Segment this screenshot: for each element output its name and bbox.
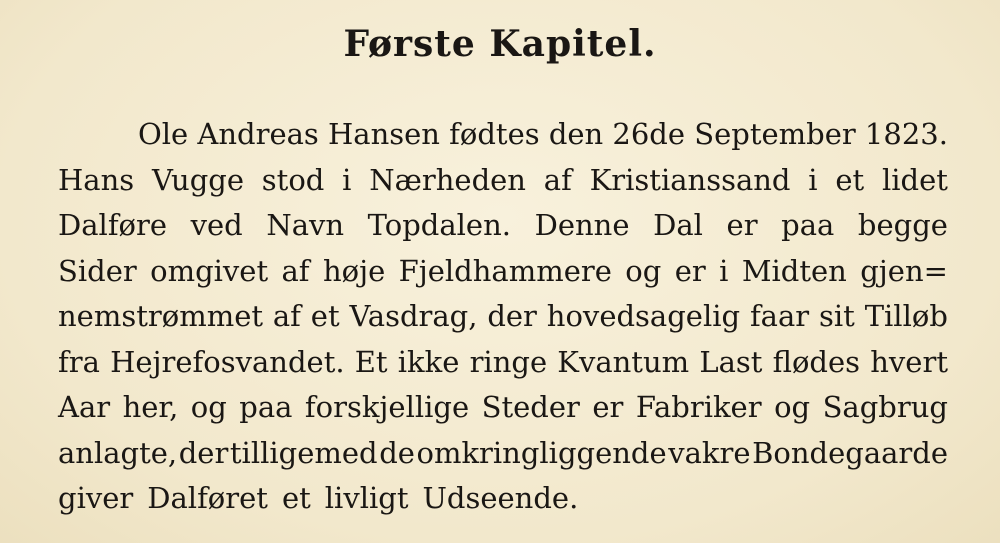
word: der: [178, 435, 229, 470]
word: og: [774, 390, 811, 424]
word: ringe: [469, 344, 548, 379]
word: stod: [261, 162, 325, 197]
word: af: [543, 162, 572, 197]
word: Dalføre: [58, 208, 168, 242]
word: og: [190, 390, 227, 424]
word: er: [674, 253, 706, 288]
word: i: [342, 162, 352, 197]
word: omkringliggende: [416, 435, 667, 470]
word: Dal: [653, 208, 703, 242]
word: 1823.: [864, 117, 948, 151]
word: tilligemed: [229, 435, 378, 470]
word: gjen=: [860, 253, 948, 288]
word: Fabriker: [635, 390, 762, 424]
word: er: [726, 208, 758, 242]
word: nemstrømmet: [58, 299, 264, 333]
word: og: [625, 253, 662, 288]
word: Vugge: [151, 162, 244, 197]
word: Kristianssand: [589, 162, 791, 197]
word: hovedsagelig: [546, 299, 741, 333]
word: Steder: [481, 390, 580, 424]
paragraph-line-8: [58, 431, 948, 477]
paragraph-line-1: [58, 112, 948, 158]
word: Navn: [266, 208, 345, 242]
word: i: [719, 253, 729, 288]
word: begge: [857, 208, 948, 242]
word: Aar: [58, 390, 111, 424]
word: vakre: [668, 435, 751, 470]
word: Ole: [138, 117, 189, 151]
word: paa: [781, 208, 835, 242]
paragraph-line-3: [58, 203, 948, 249]
word: de: [379, 435, 415, 470]
word: i: [808, 162, 818, 197]
word: fødtes: [449, 117, 540, 151]
word: Vasdrag,: [349, 299, 478, 333]
word: er: [592, 390, 624, 424]
word: anlagte,: [58, 435, 178, 470]
word: ikke: [397, 344, 460, 379]
word: fra: [58, 344, 100, 379]
word: Sider: [58, 253, 137, 288]
word: flødes: [772, 344, 861, 379]
word: der: [487, 299, 537, 333]
word: September: [694, 117, 856, 151]
word: høje: [322, 253, 386, 288]
word: forskjellige: [304, 390, 470, 424]
word: Dalføret: [147, 481, 268, 515]
word: giver: [58, 481, 134, 515]
paragraph-line-9: [58, 476, 948, 522]
word: Andreas: [197, 117, 319, 151]
word: den: [548, 117, 604, 151]
paragraph-line-5: [58, 294, 948, 340]
word: Last: [699, 344, 763, 379]
chapter-title: Første Kapitel.: [343, 23, 657, 65]
word: Denne: [534, 208, 630, 242]
word: ved: [190, 208, 243, 242]
word: faar: [749, 299, 810, 333]
word: Sagbrug: [822, 390, 948, 424]
paragraph-line-4: [58, 249, 948, 295]
word: lidet: [882, 162, 948, 197]
paragraph-line-6: [58, 340, 948, 386]
word: Bondegaarde: [752, 435, 948, 470]
word: Kvantum: [557, 344, 690, 379]
word: et: [281, 481, 311, 515]
word: livligt: [324, 481, 409, 515]
chapter-paragraph: [58, 112, 948, 522]
word: Hansen: [327, 117, 440, 151]
word: sit: [819, 299, 855, 333]
word: af: [281, 253, 310, 288]
paragraph-line-7: [58, 385, 948, 431]
paragraph-line-2: [58, 158, 948, 204]
word: Et: [354, 344, 388, 379]
word: Fjeldhammere: [398, 253, 612, 288]
word: hvert: [870, 344, 948, 379]
word: paa: [239, 390, 293, 424]
word: Topdalen.: [367, 208, 511, 242]
word: et: [310, 299, 340, 333]
word: Hans: [58, 162, 135, 197]
word: Udseende.: [422, 481, 579, 515]
word: Tilløb: [864, 299, 948, 333]
word: her,: [122, 390, 179, 424]
word: Hejrefosvandet.: [110, 344, 345, 379]
word: Midten: [741, 253, 847, 288]
word: Nærheden: [369, 162, 526, 197]
word: omgivet: [150, 253, 269, 288]
word: af: [272, 299, 301, 333]
word: et: [835, 162, 865, 197]
word: 26de: [612, 117, 686, 151]
